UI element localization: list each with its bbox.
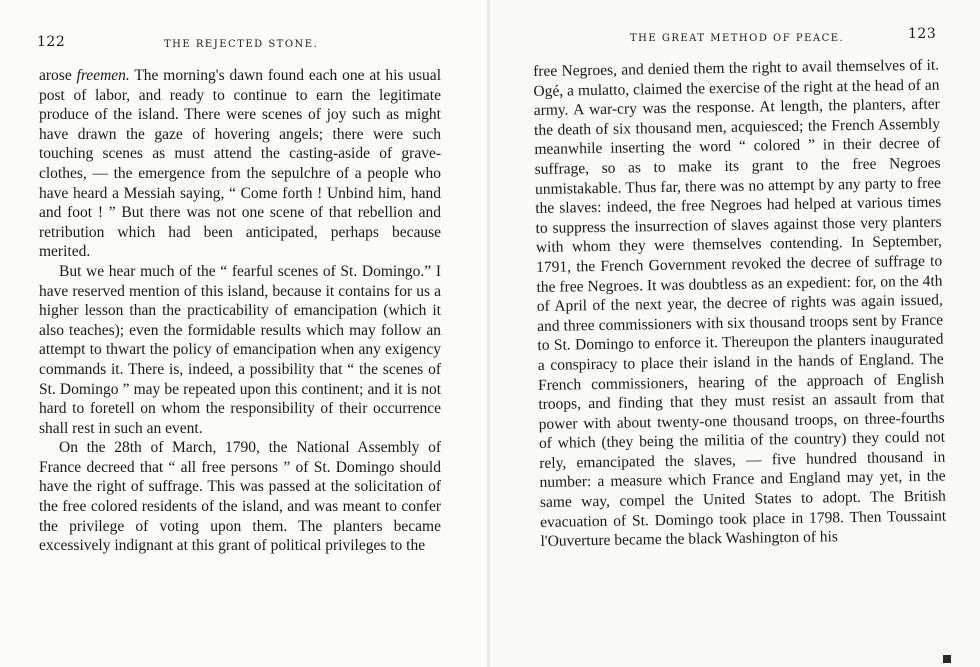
para1-rest: The morning's dawn found each one at his usual post of labor, and ready to continue to earn the legitimate produce of the island. There were scenes of joy such as might have drawn the gaze of hovering angels; there were such touching scenes as must attend the casting-aside of grave-clothes, — the emergence from the sepulchre of a people who have heard a Messiah saying, “ Come forth ! Unbind him, hand and foot ! ” But there was not one scene of that rebellion and retribution which had been anticipated, perhaps because merited. [39,67,441,261]
left-body-text [39,66,441,556]
left-page-number: 122 [37,34,66,50]
scan-corner-mark [943,655,951,663]
para1-italic-word: freemen. [76,67,130,84]
left-paragraph-2: But we hear much of the “ fearful scenes of St. Domingo.” I have reserved mention of this island, because it contains for us a higher lesson than the practicability of emancipation (which it also teaches); even the formidable results which may follow an attempt to thwart the policy of emancipation when any exigency commands it. There is, indeed, a possibility that “ the scenes of St. Domingo ” may be repeated upon this continent; and it is not hard to foretell on whom the responsibility of their occurrence shall rest in such an event. [39,262,441,437]
left-paragraph-1 [39,66,441,262]
right-running-head: THE GREAT METHOD OF PEACE. [630,33,845,44]
right-body-text [533,56,947,552]
left-paragraph-3: On the 28th of March, 1790, the National Assembly of France decreed that “ all free persons ” of St. Domingo should have the right of suffrage. This was passed at the solicitation of the free colored residents of the island, and was meant to confer the privilege of voting upon them. The planters became excessively indignant at this grant of political privileges to the [39,439,441,555]
right-page-number: 123 [908,26,937,42]
right-paragraph-1: free Negroes, and denied them the right to avail themselves of it. Ogé, a mulatto, claimed the exercise of the right at the head of an army. A war-cry was the response. At length, the planters, after the death of six thousand men, acquiesced; the French Assembly meanwhile inserting the word “ colored ” in their decree of suffrage, so as to make its grant to the free Negroes unmistakable. Thus far, there was no attempt by any party to free the slaves: indeed, the free Negroes had helped at various times to suppress the insurrection of slaves against those very planters with whom they were themselves contending. In September, 1791, the French Government revoked the decree of suffrage to the free Negroes. It was doubtless as an expedient: for, on the 4th of April of the next year, the decree of rights was again issued, and three commissioners with six thousand troops sent by France to St. Domingo to enforce it. Thereupon the planters inaugurated a conspiracy to place their island in the hands of England. The French commissioners, hearing of the approach of English troops, and finding that they must resist an assault from that power with about twenty-one thousand troops, on three-fourths of which (they being the militia of the country) they could not rely, emancipated the slaves, — five hundred thousand in number: a measure which France and England may yet, in the same way, compel the United States to adopt. The British evacuation of St. Domingo took place in 1798. Then Toussaint l'Ouverture became the black Washington of his [533,56,947,551]
para1-lead: arose [39,67,77,84]
left-running-head: THE REJECTED STONE. [164,39,319,50]
